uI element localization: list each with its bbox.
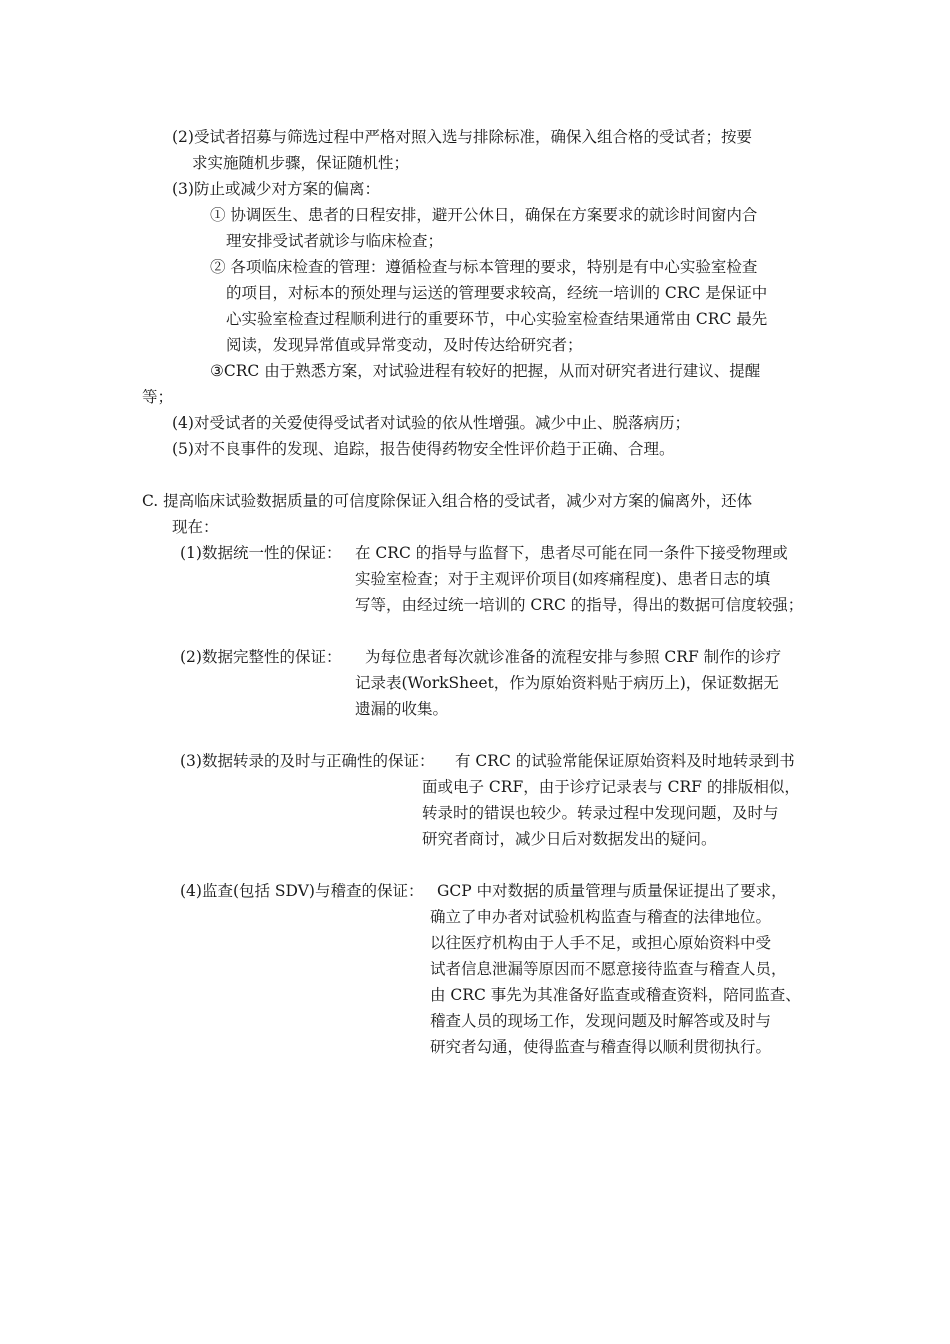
c-item-4-line-1: GCP 中对数据的质量管理与质量保证提出了要求， [437, 882, 787, 900]
c-item-3-line-4: 研究者商讨，减少日后对数据发出的疑问。 [422, 830, 717, 848]
c-item-4-line-3: 以往医疗机构由于人手不足，或担心原始资料中受 [430, 934, 772, 952]
item-5: (5)对不良事件的发现、追踪，报告使得药物安全性评价趋于正确、合理。 [172, 440, 675, 458]
c-item-3-line-2: 面或电子 CRF，由于诊疗记录表与 CRF 的排版相似， [422, 778, 800, 796]
c-item-4-line-4: 试者信息泄漏等原因而不愿意接待监查与稽查人员， [430, 960, 787, 978]
c-item-4-label: (4)监查(包括 SDV)与稽查的保证： [180, 882, 424, 900]
item-2-line-1: (2)受试者招募与筛选过程中严格对照入选与排除标准，确保入组合格的受试者；按要 [172, 128, 752, 146]
section-c-line-1: C. 提高临床试验数据质量的可信度除保证入组合格的受试者，减少对方案的偏离外，还体 [142, 492, 753, 510]
item-2-line-2: 求实施随机步骤，保证随机性； [192, 154, 410, 172]
item-3-heading: (3)防止或减少对方案的偏离： [172, 180, 380, 198]
c-item-4-line-6: 稽查人员的现场工作，发现问题及时解答或及时与 [430, 1012, 772, 1030]
c-item-1-line-3: 写等，由经过统一培训的 CRC 的指导，得出的数据可信度较强； [355, 596, 804, 614]
c-item-4-line-5: 由 CRC 事先为其准备好监查或稽查资料，陪同监查、 [430, 986, 801, 1004]
item-4: (4)对受试者的关爱使得受试者对试验的依从性增强。减少中止、脱落病历； [172, 414, 690, 432]
item-3-sub-3-line-2: 等； [142, 388, 174, 406]
item-3-sub-2-line-3: 心实验室检查过程顺利进行的重要环节，中心实验室检查结果通常由 CRC 最先 [226, 310, 768, 328]
c-item-4-line-7: 研究者勾通，使得监查与稽查得以顺利贯彻执行。 [430, 1038, 772, 1056]
c-item-1-label: (1)数据统一性的保证： [180, 544, 342, 562]
c-item-2-line-3: 遗漏的收集。 [355, 700, 449, 718]
item-3-sub-1-line-2: 理安排受试者就诊与临床检查； [226, 232, 444, 250]
c-item-1-line-2: 实验室检查；对于主观评价项目(如疼痛程度)、患者日志的填 [355, 570, 771, 588]
item-3-sub-2-line-1: ② 各项临床检查的管理：遵循检查与标本管理的要求，特别是有中心实验室检查 [210, 258, 758, 276]
c-item-2-line-2: 记录表(WorkSheet，作为原始资料贴于病历上)，保证数据无 [355, 674, 779, 692]
section-c-line-2: 现在： [172, 518, 219, 536]
c-item-3-label: (3)数据转录的及时与正确性的保证： [180, 752, 435, 770]
c-item-2-label: (2)数据完整性的保证： [180, 648, 342, 666]
item-3-sub-2-line-4: 阅读，发现异常值或异常变动，及时传达给研究者； [226, 336, 583, 354]
c-item-3-line-3: 转录时的错误也较少。转录过程中发现问题，及时与 [422, 804, 779, 822]
c-item-3-line-1: 有 CRC 的试验常能保证原始资料及时地转录到书 [455, 752, 795, 770]
item-3-sub-2-line-2: 的项目，对标本的预处理与运送的管理要求较高，经统一培训的 CRC 是保证中 [226, 284, 768, 302]
c-item-1-line-1: 在 CRC 的指导与监督下，患者尽可能在同一条件下接受物理或 [355, 544, 788, 562]
c-item-4-line-2: 确立了申办者对试验机构监查与稽查的法律地位。 [430, 908, 772, 926]
c-item-2-line-1: 为每位患者每次就诊准备的流程安排与参照 CRF 制作的诊疗 [365, 648, 782, 666]
item-3-sub-3-line-1: ③CRC 由于熟悉方案，对试验进程有较好的把握，从而对研究者进行建议、提醒 [210, 362, 761, 380]
item-3-sub-1-line-1: ① 协调医生、患者的日程安排，避开公休日，确保在方案要求的就诊时间窗内合 [210, 206, 758, 224]
